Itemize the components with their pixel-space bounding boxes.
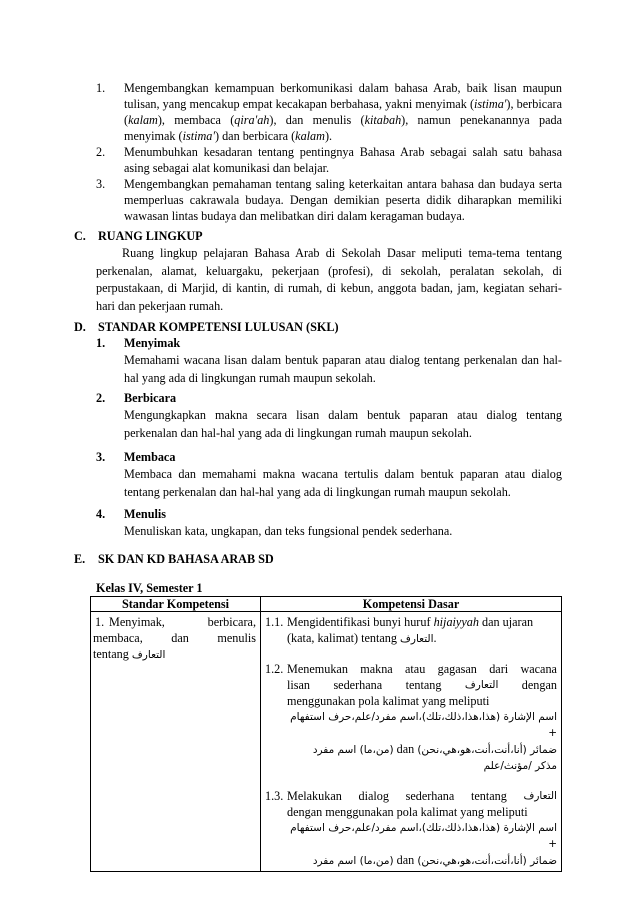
skl-item-4: 4. Menulis Menuliskan kata, ungkapan, dan teks fungsional pendek sederhana.	[96, 507, 453, 538]
arabic-text: مذكر /مؤنث/علم	[483, 760, 557, 772]
tujuan-item-1	[96, 80, 562, 144]
section-d-heading: D. STANDAR KOMPETENSI LULUSAN (SKL)	[74, 320, 339, 334]
kelas-label: Kelas IV, Semester 1	[96, 581, 203, 595]
arabic-text: اسم الإشارة (هذا،هذا،ذلك،تلك)،اسم مفرد/علم،حرف استفهام +	[290, 711, 557, 739]
section-c-heading: C. RUANG LINGKUP	[74, 229, 203, 243]
sk-cell: 1. Menyimak, berbicara, membaca, dan menulis tentang التعارف	[91, 612, 261, 872]
tujuan-text: Menumbuhkan kesadaran tentang pentingnya Bahasa Arab sebagai salah satu bahasa asing sebagai alat komunikasi dan belajar.	[124, 145, 562, 175]
tujuan-item-2	[96, 144, 562, 176]
col-header-sk: Standar Kompetensi	[91, 597, 261, 612]
kd-item-1-2: 1.2. Menemukan makna atau gagasan dari wacana lisan sederhana tentang التعارف dengan menggunakan pola kalimat yang meliputi اسم الإشارة (هذا،هذا،ذلك،تلك)،اسم مفرد/علم،حرف استفهام + (من،ما) اسم مفرد dan ضمائر (أنا،أنت،أنت،هو،هي،نحن) مذكر /مؤنث/علم	[265, 662, 557, 772]
arabic-text: اسم الإشارة (هذا،هذا،ذلك،تلك)،اسم مفرد/علم،حرف استفهام +	[290, 822, 557, 850]
kd-item-1-3: 1.3. Melakukan dialog sederhana tentang التعارف dengan menggunakan pola kalimat yang meliputi اسم الإشارة (هذا،هذا،ذلك،تلك)،اسم مفرد/علم،حرف استفهام + (من،ما) اسم مفرد dan ضمائر (أنا،أنت،أنت،هو،هي،نحن)	[265, 789, 557, 867]
arabic-text: (من،ما) اسم مفرد	[312, 744, 394, 756]
col-header-kd: Kompetensi Dasar	[261, 597, 562, 612]
tujuan-list	[96, 80, 562, 224]
arabic-text: (من،ما) اسم مفرد	[312, 855, 394, 867]
tujuan-num: 1.	[96, 81, 106, 95]
arabic-text: التعارف	[464, 679, 499, 691]
skl-item-3: 3. Membaca Membaca dan memahami makna wacana tertulis dalam bentuk paparan atau dialog tentang perkenalan dan hal-hal yang ada di lingkungan rumah maupun sekolah.	[96, 450, 562, 499]
section-e-heading: E. SK DAN KD BAHASA ARAB SD	[74, 552, 274, 566]
skl-item-2: 2. Berbicara Mengungkapkan makna secara lisan dalam bentuk paparan atau dialog tentang perkenalan dan hal-hal yang ada di lingkungan rumah maupun sekolah.	[96, 391, 562, 440]
tujuan-text: Mengembangkan pemahaman tentang saling keterkaitan antara bahasa dan budaya serta memperluas cakrawala budaya. Dengan demikian peserta didik diharapkan memiliki wawasan lintas budaya dan melibatkan diri dalam keragaman budaya.	[124, 177, 562, 223]
table-header-row	[91, 597, 562, 612]
arabic-text: ضمائر (أنا،أنت،أنت،هو،هي،نحن)	[417, 744, 557, 756]
table-row	[91, 612, 562, 872]
arabic-text: التعارف	[131, 649, 166, 661]
tujuan-num: 2.	[96, 145, 106, 159]
kd-item-1-1: 1.1. Mengidentifikasi bunyi huruf hijaiyyah dan ujaran (kata, kalimat) tentang التعارف.	[265, 615, 534, 645]
arabic-text: التعارف	[523, 790, 557, 802]
section-c-body: Ruang lingkup pelajaran Bahasa Arab di Sekolah Dasar meliputi tema-tema tentang perkenalan, alamat, keluargaku, pekerjaan (profesi), di sekolah, peralatan sekolah, di perpustakaan, di Marjid, di kantin, di rumah, di kebun, anggota badan, jam, kegiatan sehari-hari dan pekerjaan rumah.	[96, 246, 562, 313]
kd-cell	[261, 612, 562, 872]
skl-item-1: 1. Menyimak Memahami wacana lisan dalam bentuk paparan atau dialog tentang perkenalan dan hal-hal yang ada di lingkungan rumah maupun sekolah.	[96, 336, 562, 385]
tujuan-text: Mengembangkan kemampuan berkomunikasi dalam bahasa Arab, baik lisan maupun tulisan, yang mencakup empat kecakapan berbahasa, yakni menyimak (istima'), berbicara (kalam), membaca (qira'ah), dan menulis (kitabah), namun penekanannya pada menyimak (istima') dan berbicara (kalam).	[124, 81, 562, 143]
tujuan-num: 3.	[96, 177, 106, 191]
sk-kd-table	[90, 596, 562, 872]
arabic-text: التعارف	[400, 633, 434, 645]
arabic-text: ضمائر (أنا،أنت،أنت،هو،هي،نحن)	[417, 855, 557, 867]
tujuan-item-3	[96, 176, 562, 224]
